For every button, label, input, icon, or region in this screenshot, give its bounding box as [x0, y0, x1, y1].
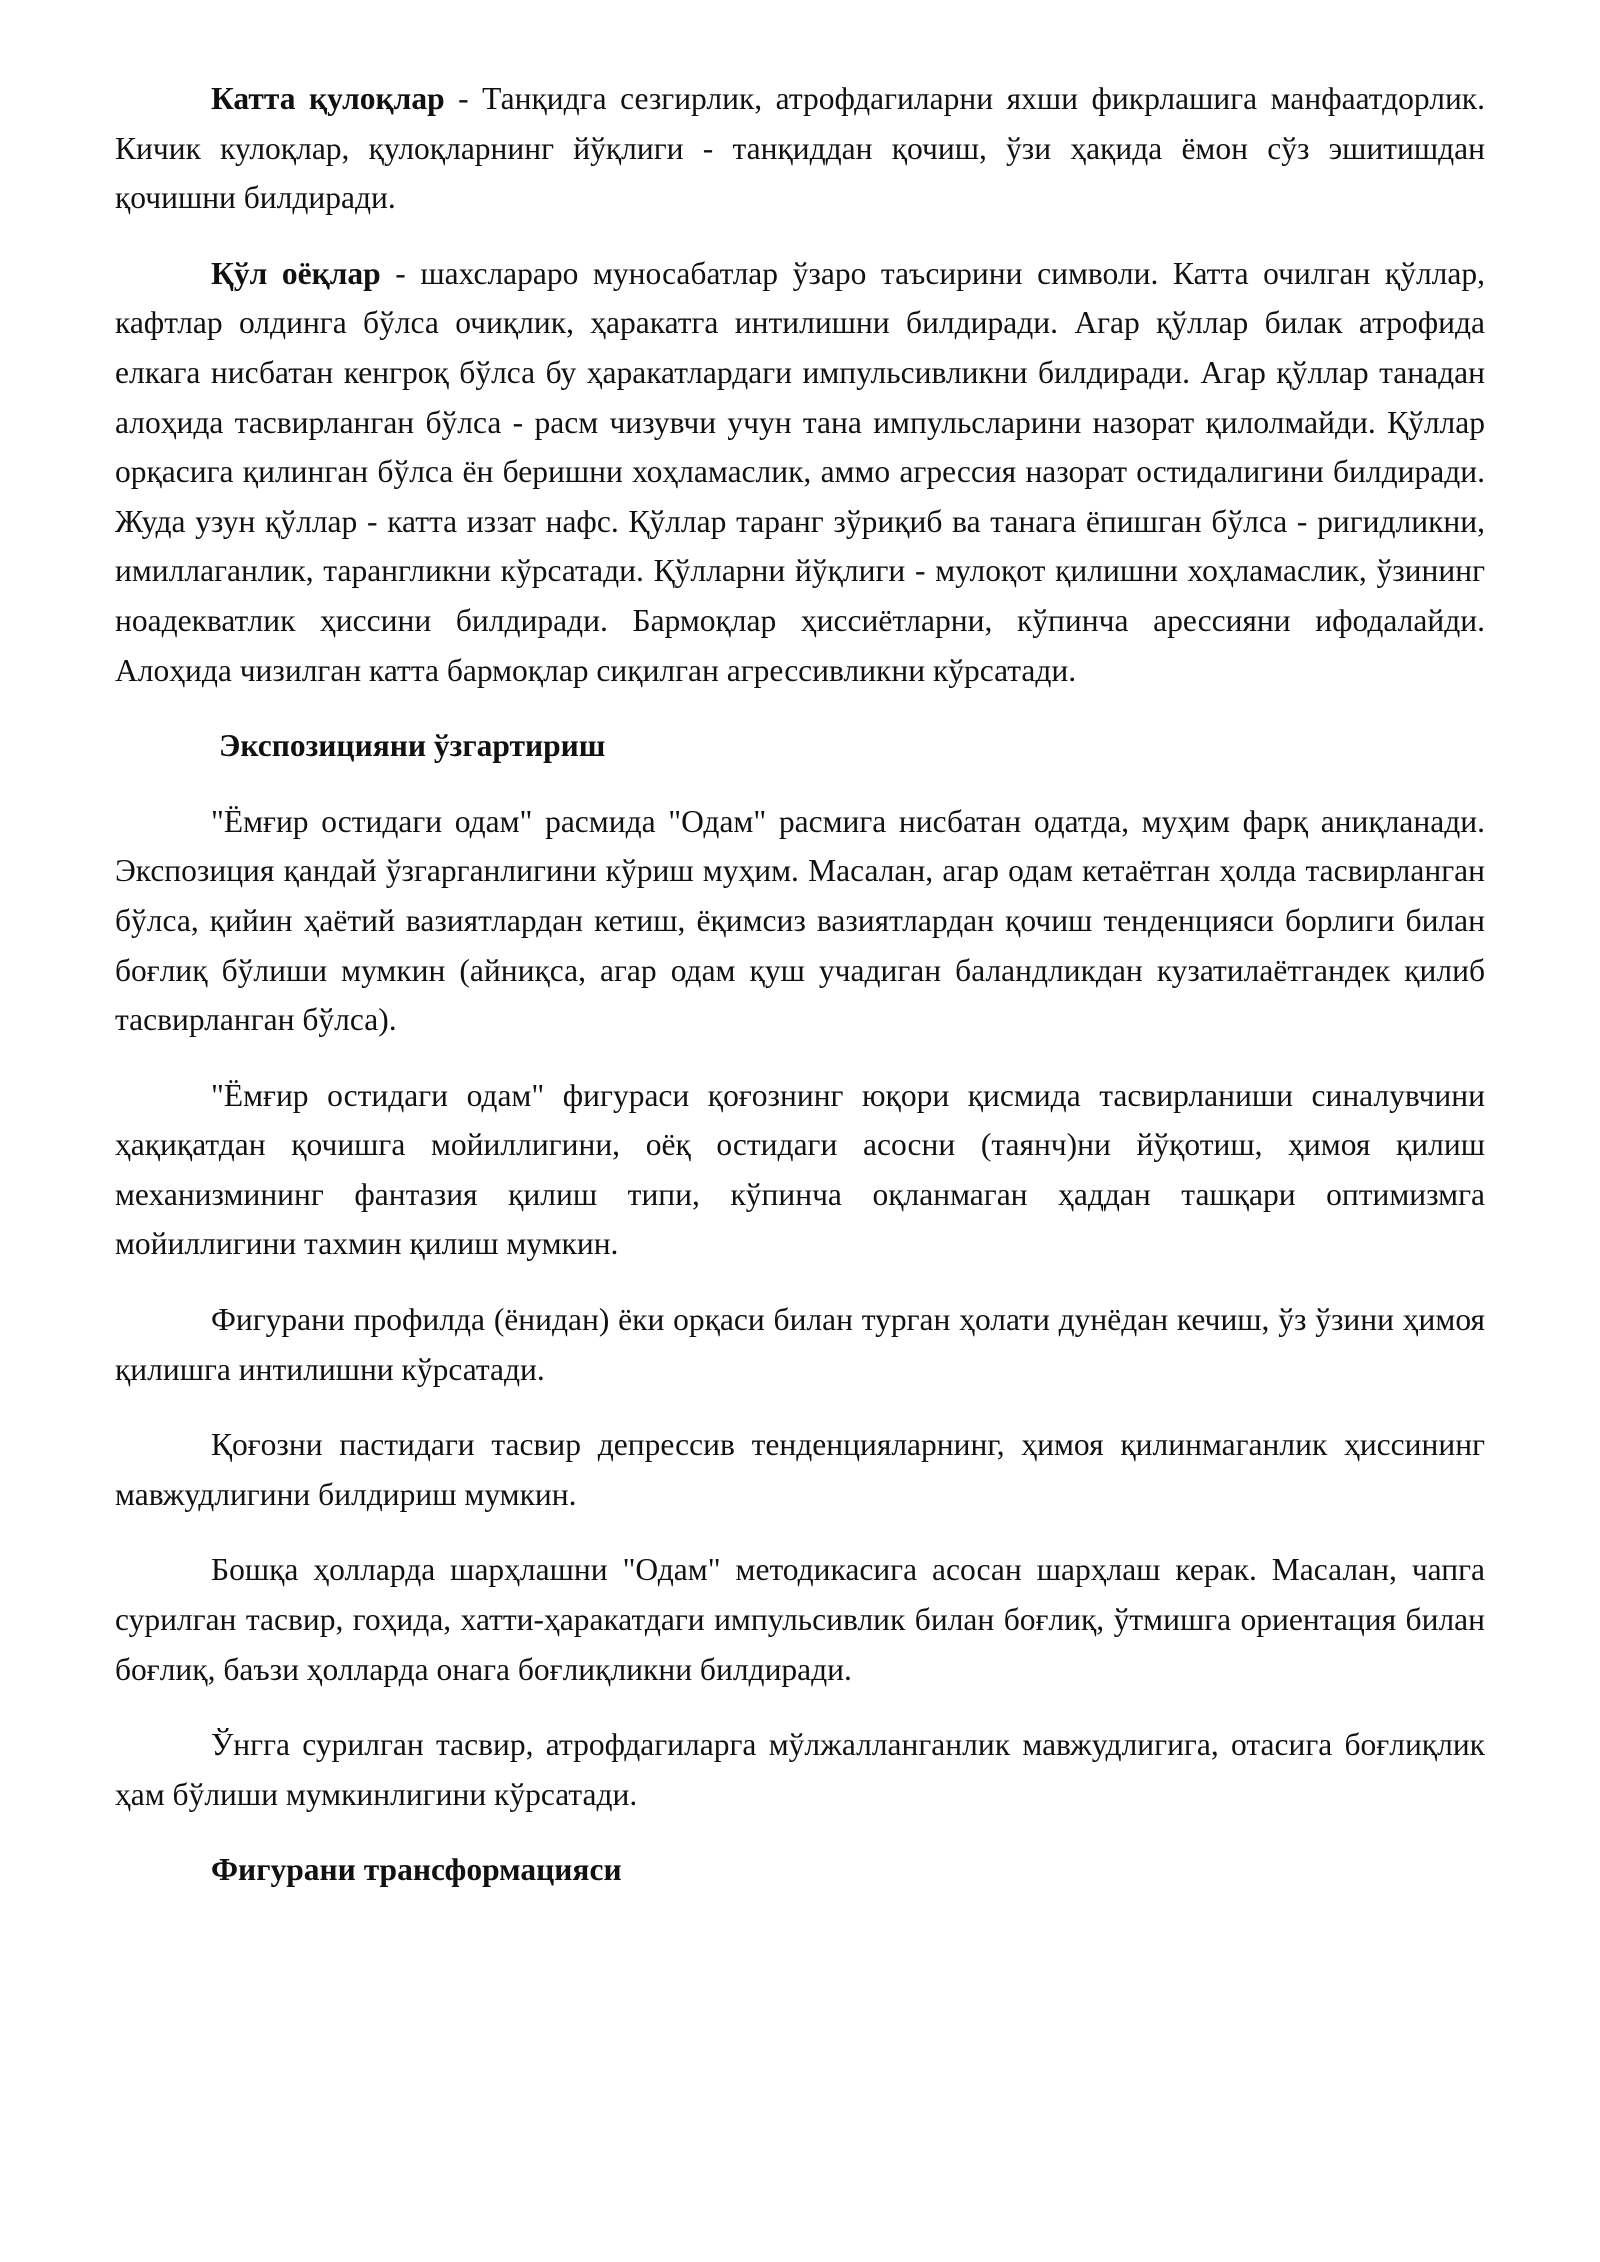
term-large-ears: Катта қулоқлар: [211, 81, 445, 116]
paragraph-limbs: [115, 249, 1485, 695]
heading-transformation: Фигурани трансформацияси: [211, 1852, 622, 1888]
term-limbs: Қўл оёқлар: [211, 255, 381, 291]
paragraph-exposition-5: Бошқа ҳолларда шарҳлашни "Одам" методикасига асосан шарҳлаш керак. Масалан, чапга сурилган тасвир, гоҳида, хатти-ҳаракатдаги импульсивлик билан боғлиқ, ўтмишга ориентация билан боғлиқ, баъзи ҳолларда онага боғлиқликни билдиради.: [115, 1552, 1485, 1687]
paragraph-ears-text: - Танқидга сезгирлик, атрофдагиларни яхши фикрлашига манфаатдорлик. Кичик кулоқлар, қулоқларнинг йўқлиги - танқиддан қочиш, ўзи ҳақида ёмон сўз эшитишдан қочишни билдиради.: [115, 81, 1485, 216]
paragraph-exposition-3: Фигурани профилда (ёнидан) ёки орқаси билан турган ҳолати дунёдан кечиш, ўз ўзини ҳимоя қилишга интилишни кўрсатади.: [115, 1302, 1485, 1387]
paragraph-exposition-4: Қоғозни пастидаги тасвир депрессив тенденцияларнинг, ҳимоя қилинмаганлик ҳиссининг мавжудлигини билдириш мумкин.: [115, 1427, 1485, 1512]
paragraph-limbs-text: - шахслараро муносабатлар ўзаро таъсирини символи. Катта очилган қўллар, кафтлар олдинга бўлса очиқлик, ҳаракатга интилишни билдиради. Агар қўллар билак атрофида елкага нисбатан кенгроқ бўлса бу ҳаракатлардаги импульсивликни билдиради. Агар қўллар танадан алоҳида тасвирланган бўлса - расм чизувчи учун тана импульсларини назорат қилолмайди. Қўллар орқасига қилинган бўлса ён беришни хоҳламаслик, аммо агрессия назорат остидалигини билдиради. Жуда узун қўллар - катта иззат нафс. Қўллар таранг зўриқиб ва танага ёпишган бўлса - ригидликни, имиллаганлик, тарангликни кўрсатади. Қўлларни йўқлиги - мулоқот қилишни хоҳламаслик, ўзининг ноадекватлик ҳиссини билдиради. Бармоқлар ҳиссиётларни, кўпинча арессияни ифодалайди. Алоҳида чизилган катта бармоқлар сиқилган агрессивликни кўрсатади.: [115, 255, 1486, 688]
paragraph-exposition-2: "Ёмғир остидаги одам" фигураси қоғознинг юқори қисмида тасвирланиши синалувчини ҳақиқатдан қочишга мойиллигини, оёқ остидаги асосни (таянч)ни йўқотиш, ҳимоя қилиш механизмининг фантазия қилиш типи, кўпинча оқланмаган ҳаддан ташқари оптимизмга мойиллигини тахмин қилиш мумкин.: [115, 1077, 1485, 1262]
paragraph-exposition-1: "Ёмғир остидаги одам" расмида "Одам" расмига нисбатан одатда, муҳим фарқ аниқланади. Экспозиция қандай ўзгарганлигини кўриш муҳим. Масалан, агар одам кетаётган ҳолда тасвирланган бўлса, қийин ҳаётий вазиятлардан кетиш, ёқимсиз вазиятлардан қочиш тенденцияси борлиги билан боғлиқ бўлиши мумкин (айниқса, агар одам қуш учадиган баландликдан кузатилаётгандек қилиб тасвирланган бўлса).: [115, 803, 1485, 1038]
heading-exposition: Экспозицияни ўзгартириш: [219, 728, 606, 764]
paragraph-ears: [115, 74, 1485, 223]
paragraph-exposition-6: Ўнгга сурилган тасвир, атрофдагиларга мўлжалланганлик мавжудлигига, отасига боғлиқлик ҳам бўлиши мумкинлигини кўрсатади.: [115, 1727, 1485, 1812]
